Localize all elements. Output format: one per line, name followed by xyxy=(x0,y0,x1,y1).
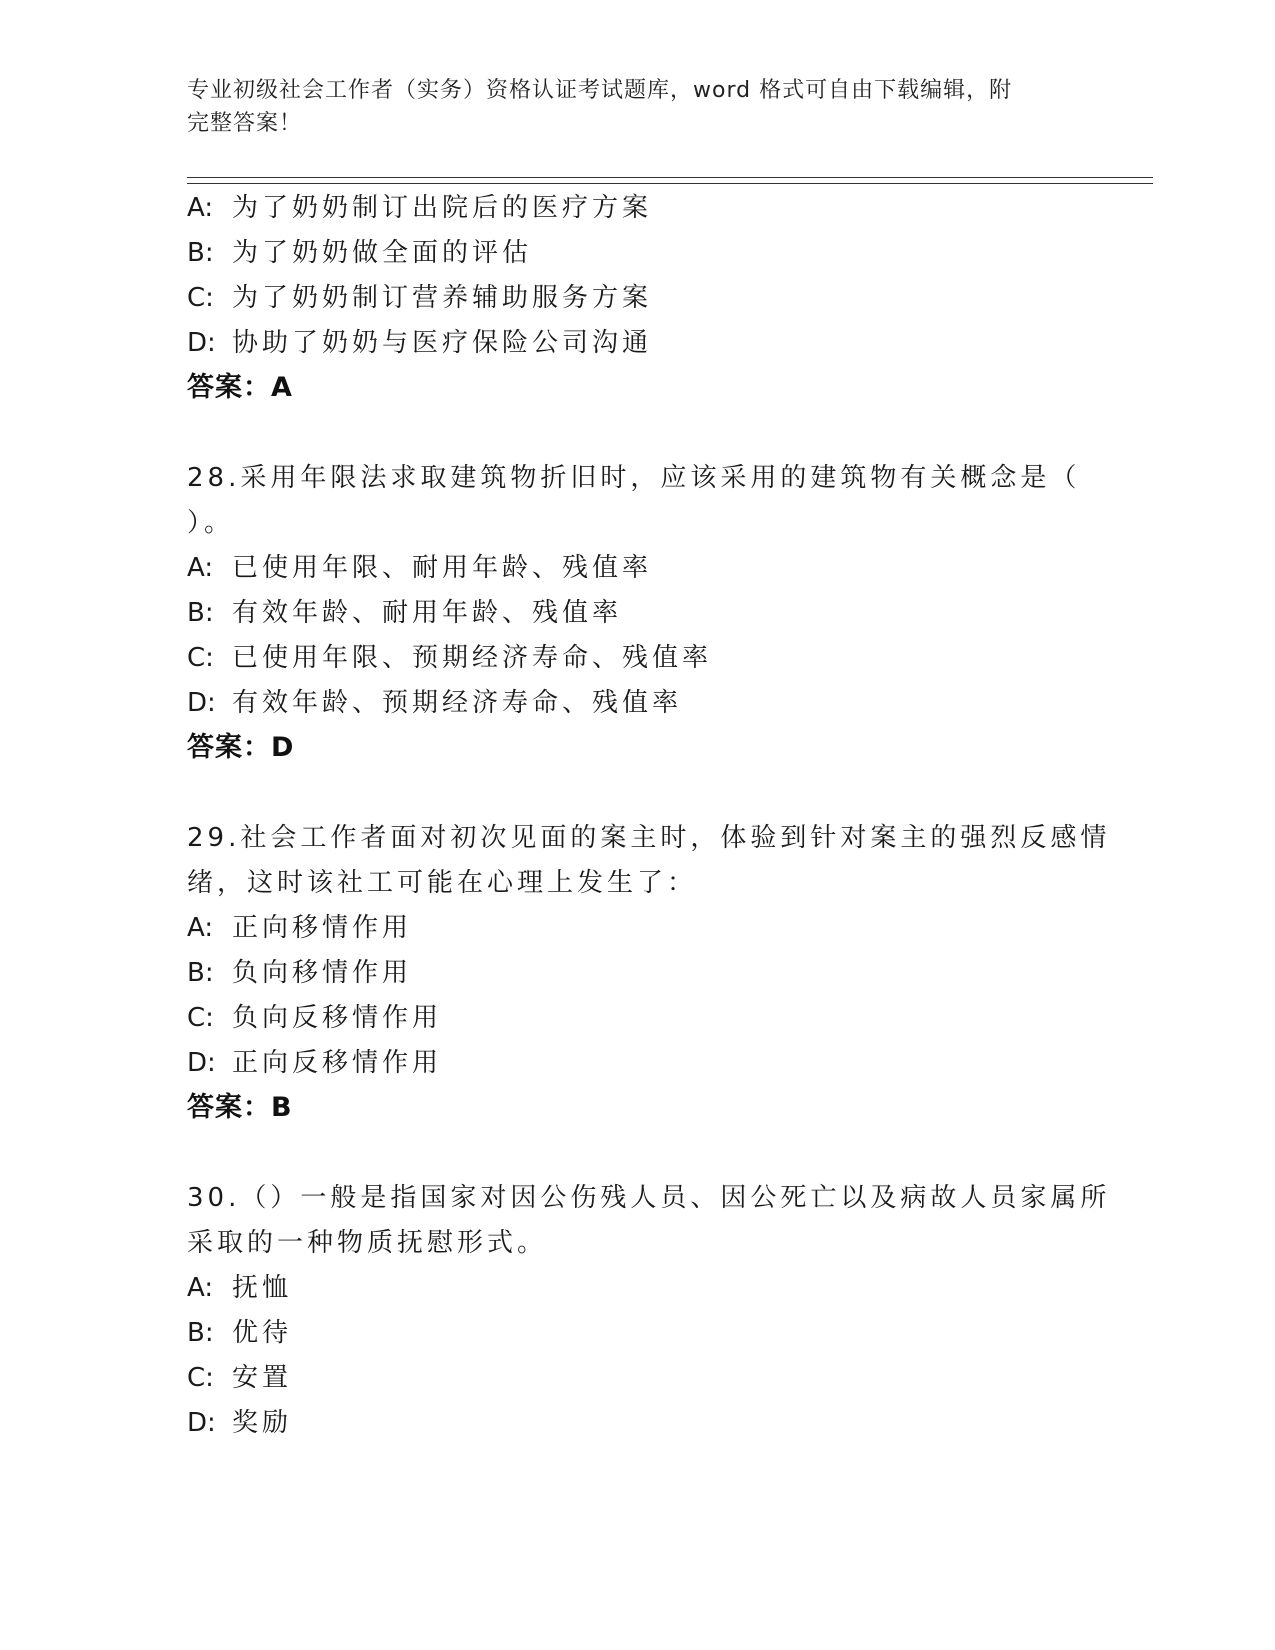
option-text: 协助了奶奶与医疗保险公司沟通 xyxy=(232,328,653,358)
q27-option-b xyxy=(187,237,532,269)
q27-option-a xyxy=(187,192,652,224)
header-divider-top xyxy=(187,177,1153,178)
option-letter: A: xyxy=(187,553,214,583)
option-text: 正向反移情作用 xyxy=(232,1048,443,1078)
option-letter: C: xyxy=(187,1003,214,1033)
option-letter: D: xyxy=(187,1048,216,1078)
option-text: 为了奶奶制订营养辅助服务方案 xyxy=(232,283,653,313)
header-line-2: 完整答案！ xyxy=(187,111,303,136)
option-text: 为了奶奶做全面的评估 xyxy=(232,238,533,268)
q30-option-b xyxy=(187,1317,292,1349)
option-text: 负向反移情作用 xyxy=(232,1003,443,1033)
option-text: 抚恤 xyxy=(232,1273,293,1303)
option-letter: C: xyxy=(187,1363,214,1393)
q30-option-d xyxy=(187,1407,292,1439)
option-text: 已使用年限、耐用年龄、残值率 xyxy=(232,553,653,583)
q29-answer: 答案：B xyxy=(187,1092,293,1123)
option-letter: A: xyxy=(187,913,214,943)
document-header xyxy=(187,74,1067,140)
option-text: 优待 xyxy=(232,1318,293,1348)
option-letter: B: xyxy=(187,958,214,988)
option-letter: A: xyxy=(187,193,214,223)
q28-answer: 答案：D xyxy=(187,732,295,763)
q30-option-a xyxy=(187,1272,292,1304)
option-text: 奖励 xyxy=(232,1408,293,1438)
q29-option-b xyxy=(187,957,412,989)
q27-option-c xyxy=(187,282,652,314)
option-letter: D: xyxy=(187,328,216,358)
option-letter: A: xyxy=(187,1273,214,1303)
q28-option-b xyxy=(187,597,622,629)
q29-option-a xyxy=(187,912,412,944)
option-text: 已使用年限、预期经济寿命、残值率 xyxy=(232,643,713,673)
option-text: 正向移情作用 xyxy=(232,913,413,943)
q29-stem-line-1: 29.社会工作者面对初次见面的案主时，体验到针对案主的强烈反感情 xyxy=(187,823,1111,853)
header-divider-bottom xyxy=(187,183,1153,184)
q30-stem-line-1: 30.（）一般是指国家对因公伤残人员、因公死亡以及病故人员家属所 xyxy=(187,1183,1111,1213)
header-line-1: 专业初级社会工作者（实务）资格认证考试题库，word 格式可自由下载编辑，附 xyxy=(187,78,1013,103)
q30-stem-line-2: 采取的一种物质抚慰形式。 xyxy=(187,1228,548,1258)
q28-stem-line-2: ）。 xyxy=(187,508,235,538)
q28-option-a xyxy=(187,552,652,584)
q28-option-c xyxy=(187,642,712,674)
option-letter: D: xyxy=(187,688,216,718)
option-letter: B: xyxy=(187,238,214,268)
q28-option-d xyxy=(187,687,682,719)
option-letter: C: xyxy=(187,643,214,673)
option-letter: C: xyxy=(187,283,214,313)
q27-option-d xyxy=(187,327,652,359)
option-letter: B: xyxy=(187,1318,214,1348)
q29-option-d xyxy=(187,1047,442,1079)
q27-answer: 答案：A xyxy=(187,372,293,403)
q29-stem-line-2: 绪，这时该社工可能在心理上发生了： xyxy=(187,868,698,898)
q30-option-c xyxy=(187,1362,292,1394)
q29-option-c xyxy=(187,1002,442,1034)
q28-stem-line-1: 28.采用年限法求取建筑物折旧时，应该采用的建筑物有关概念是（ xyxy=(187,463,1081,493)
option-text: 安置 xyxy=(232,1363,293,1393)
option-letter: B: xyxy=(187,598,214,628)
option-text: 负向移情作用 xyxy=(232,958,413,988)
option-text: 有效年龄、预期经济寿命、残值率 xyxy=(232,688,683,718)
option-text: 有效年龄、耐用年龄、残值率 xyxy=(232,598,623,628)
option-letter: D: xyxy=(187,1408,216,1438)
option-text: 为了奶奶制订出院后的医疗方案 xyxy=(232,193,653,223)
